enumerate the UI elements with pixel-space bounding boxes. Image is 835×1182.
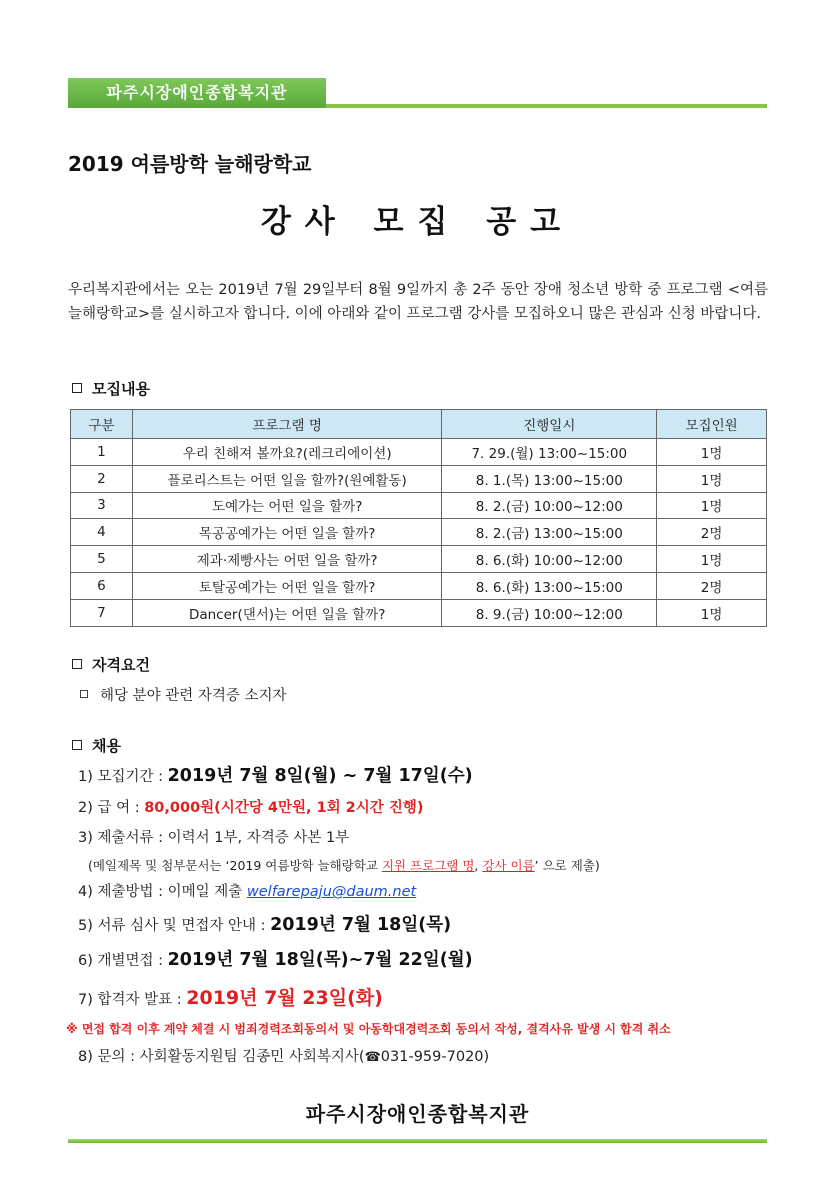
cell-schedule: 8. 6.(화) 13:00~15:00 [442,572,657,599]
header-category: 구분 [71,410,133,439]
email-link[interactable]: welfarepaju@daum.net [246,884,417,900]
cell-program: 플로리스트는 어떤 일을 할까?(원예활동) [132,465,442,492]
table-row [71,519,767,546]
table-header-row [71,410,767,439]
method-label: 4) 제출방법 : 이메일 제출 [78,884,243,900]
program-table [70,409,767,627]
hiring-method [78,880,416,901]
submission-note [88,856,600,874]
cell-schedule: 7. 29.(월) 13:00~15:00 [442,439,657,466]
note-suffix: ’ 으로 제출) [534,858,600,873]
section-qualification-label: 자격요건 [92,656,150,674]
section-qualification [72,654,150,675]
cell-no: 6 [71,572,133,599]
cell-schedule: 8. 6.(화) 10:00~12:00 [442,546,657,573]
cell-program: 제과·제빵사는 어떤 일을 할까? [132,546,442,573]
cell-no: 4 [71,519,133,546]
cell-schedule: 8. 2.(금) 10:00~12:00 [442,492,657,519]
table-row [71,546,767,573]
cell-program: 토탈공예가는 어떤 일을 할까? [132,572,442,599]
section-recruit-label: 모집내용 [92,380,150,398]
cell-program: 우리 친해져 볼까요?(레크리에이션) [132,439,442,466]
banner-divider [326,104,767,108]
cell-no: 5 [71,546,133,573]
cell-headcount: 2명 [657,519,767,546]
header-headcount: 모집인원 [657,410,767,439]
header-program: 프로그램 명 [132,410,442,439]
event-title: 2019 여름방학 늘해랑학교 [68,152,312,176]
cell-schedule: 8. 1.(목) 13:00~15:00 [442,465,657,492]
contact-phone: 031-959-7020) [380,1049,490,1065]
cell-headcount: 1명 [657,492,767,519]
note-instructor-name: 강사 이름 [482,858,535,873]
page-title: 강사 모집 공고 [260,204,575,240]
result-label: 7) 합격자 발표 : [78,992,182,1008]
hiring-contact [78,1045,489,1066]
cell-no: 3 [71,492,133,519]
section-hiring-label: 채용 [92,737,121,755]
small-square-bullet-icon [80,690,88,698]
cell-headcount: 1명 [657,546,767,573]
pay-label: 2) 급 여 : [78,800,140,816]
note-program-name: 지원 프로그램 명 [381,858,475,873]
footer-org: 파주시장애인종합복지관 [305,1102,530,1126]
table-row [71,572,767,599]
table-row [71,465,767,492]
result-value: 2019년 7월 23일(화) [186,987,383,1009]
pay-value: 80,000원(시간당 4만원, 1회 2시간 진행) [144,800,424,816]
hiring-pay [78,796,423,817]
screening-value: 2019년 7월 18일(목) [270,915,452,935]
screening-label: 5) 서류 심사 및 면접자 안내 : [78,918,266,934]
period-label: 1) 모집기간 : [78,769,164,785]
header-schedule: 진행일시 [442,410,657,439]
hiring-documents: 3) 제출서류 : 이력서 1부, 자격증 사본 1부 [78,830,350,846]
hiring-result [78,983,383,1010]
cell-program: 도예가는 어떤 일을 할까? [132,492,442,519]
cell-headcount: 1명 [657,465,767,492]
interview-label: 6) 개별면접 : [78,953,164,969]
hiring-screening [78,911,451,936]
interview-value: 2019년 7월 18일(목)~7월 22일(월) [167,950,473,970]
period-value: 2019년 7월 8일(월) ~ 7월 17일(수) [167,766,473,786]
intro-paragraph: 우리복지관에서는 오는 2019년 7월 29일부터 8월 9일까지 총 2주 동안 장애 청소년 방학 중 프로그램 <여름 늘해랑학교>를 실시하고자 합니다. 이에 아래와 같이 프로그램 강사를 모집하오니 많은 관심과 신청 바랍니다. [68,282,768,322]
cell-headcount: 1명 [657,599,767,626]
square-bullet-icon [72,383,82,393]
cell-no: 7 [71,599,133,626]
section-hiring [72,735,121,756]
cell-headcount: 2명 [657,572,767,599]
note-separator: , [474,858,483,873]
table-row [71,439,767,466]
cell-schedule: 8. 2.(금) 13:00~15:00 [442,519,657,546]
cell-no: 1 [71,439,133,466]
cell-headcount: 1명 [657,439,767,466]
qualification-text: 해당 분야 관련 자격증 소지자 [100,688,287,704]
cell-no: 2 [71,465,133,492]
square-bullet-icon [72,659,82,669]
qualification-item [80,684,287,705]
org-banner: 파주시장애인종합복지관 [68,78,326,108]
cell-program: Dancer(댄서)는 어떤 일을 할까? [132,599,442,626]
cell-program: 목공공예가는 어떤 일을 할까? [132,519,442,546]
hiring-period [78,762,473,787]
footer-divider [68,1139,767,1143]
hiring-interview [78,946,473,971]
cell-schedule: 8. 9.(금) 10:00~12:00 [442,599,657,626]
square-bullet-icon [72,740,82,750]
table-row [71,599,767,626]
contact-label: 8) 문의 : 사회활동지원팀 김종민 사회복지사( [78,1049,365,1065]
note-prefix: (메일제목 및 첨부문서는 ‘2019 여름방학 늘해랑학교 [88,858,382,873]
section-recruit [72,378,150,399]
phone-icon: ☎ [364,1050,381,1065]
warning-notice: ※ 면접 합격 이후 계약 체결 시 범죄경력조회동의서 및 아동학대경력조회 동의서 작성, 결격사유 발생 시 합격 취소 [66,1022,671,1036]
table-row [71,492,767,519]
